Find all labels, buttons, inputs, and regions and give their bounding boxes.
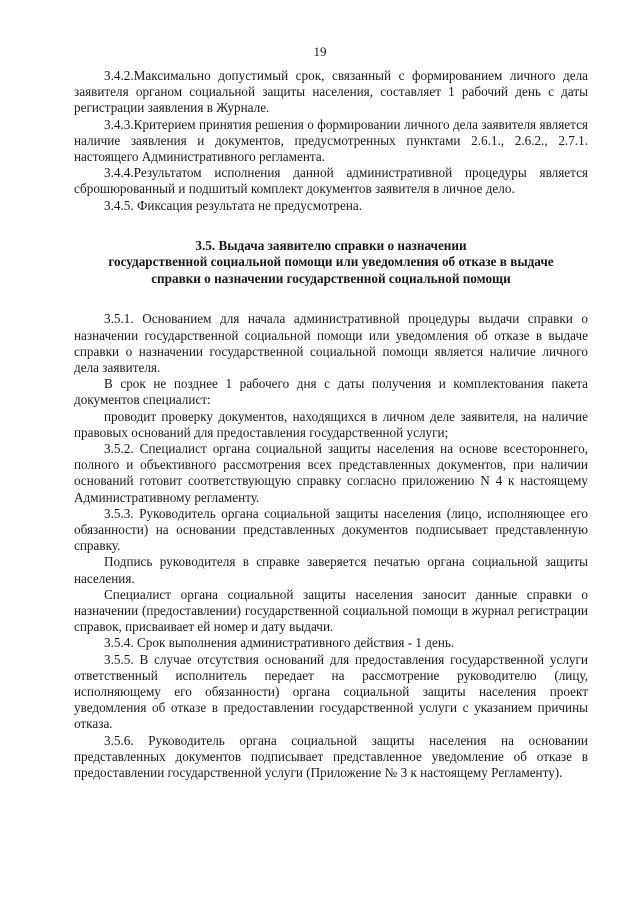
- paragraph-3-5-5: 3.5.5. В случае отсутствия оснований для предоставления государственной услуги ответственный исполнитель передает на рассмотрение руководителю (лицу, исполняющему его обязанности) органа социальной защиты населения проект уведомления об отказе в предоставлении государственной услуги с указанием причины отказа.: [74, 651, 588, 732]
- paragraph-3-4-5: 3.4.5. Фиксация результата не предусмотрена.: [104, 197, 363, 213]
- paragraph-registration: Специалист органа социальной защиты населения заносит данные справки о назначении (предоставлении) государственной социальной помощи в журнал регистрации справок, присваивает ей номер и дату выдачи.: [74, 586, 588, 635]
- paragraph-3-4-3: 3.4.3.Критерием принятия решения о формировании личного дела заявителя является наличие заявления и документов, предусмотренных пунктами 2.6.1., 2.6.2., 2.7.1. настоящего Административного регламента.: [74, 116, 588, 165]
- heading-line: 3.5. Выдача заявителю справки о назначении: [195, 237, 467, 253]
- paragraph-3-4-4: 3.4.4.Результатом исполнения данной административной процедуры является сброшюрованный и подшитый комплект документов заявителя в личное дело.: [74, 165, 588, 197]
- section-heading-3-5: [74, 238, 588, 288]
- paragraph-3-5-3: 3.5.3. Руководитель органа социальной защиты населения (лицо, исполняющее его обязанности) на основании представленных документов подписывает представленную справку.: [74, 505, 588, 554]
- paragraph-3-4-2: 3.4.2.Максимально допустимый срок, связанный с формированием личного дела заявителя органом социальной защиты населения, составляет 1 рабочий день с даты регистрации заявления в Журнале.: [74, 68, 588, 116]
- paragraph-deadline: В срок не позднее 1 рабочего дня с даты получения и комплектования пакета документов специалист:: [74, 376, 588, 408]
- paragraph-3-5-6: 3.5.6. Руководитель органа социальной защиты населения на основании представленных документов подписывает представленное уведомление об отказе в предоставлении государственной услуги (Приложение № 3 к настоящему Регламенту).: [74, 732, 588, 781]
- page-number: 19: [313, 44, 327, 59]
- paragraph-check: проводит проверку документов, находящихся в личном деле заявителя, на наличие правовых оснований для предоставления государственной услуги;: [74, 408, 588, 440]
- paragraph-signature: Подпись руководителя в справке заверяется печатью органа социальной защиты населения.: [74, 554, 588, 586]
- paragraph-3-5-2: 3.5.2. Специалист органа социальной защиты населения на основе всестороннего, полного и объективного рассмотрения всех представленных документов, при наличии оснований готовит соответствующую справку согласно приложению N 4 к настоящему Административному регламенту.: [74, 440, 588, 505]
- heading-line: государственной социальной помощи или уведомления об отказе в выдаче: [108, 254, 554, 270]
- document-body: [74, 68, 588, 781]
- paragraph-3-5-4: 3.5.4. Срок выполнения административного действия - 1 день.: [104, 635, 455, 651]
- heading-line: справки о назначении государственной социальной помощи: [151, 270, 511, 286]
- paragraph-3-5-1: 3.5.1. Основанием для начала административной процедуры выдачи справки о назначении государственной социальной помощи или уведомления об отказе в выдаче справки о назначении государственной социальной помощи является наличие личного дела заявителя.: [74, 311, 588, 375]
